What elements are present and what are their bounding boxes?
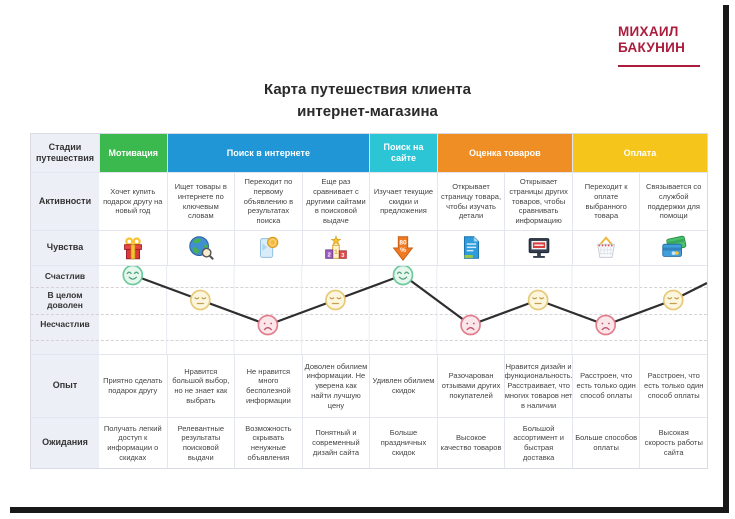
experience-cell: Удивлен обилием скидок	[369, 355, 437, 417]
brand-logo	[618, 24, 704, 67]
feeling-icon-cell	[504, 231, 572, 265]
expectation-cell: Получать легкий доступ к информации о скидках	[103, 423, 162, 462]
feeling-icon-cell	[639, 231, 707, 265]
monitor-sale-icon	[524, 233, 554, 263]
gift-icon	[118, 233, 148, 263]
stage-header-3: Поиск на сайте	[369, 134, 437, 172]
row-label-expectations: Ожидания	[31, 418, 99, 468]
expectation-cell: Высокое качество товаров	[437, 418, 505, 468]
expectation-cell: Больше способов оплаты	[572, 418, 640, 468]
stage-header-4: Оценка товаров	[437, 134, 572, 172]
svg-text:%: %	[400, 246, 407, 254]
row-label-happy: Счастлив	[44, 271, 86, 281]
expectation-cell: Понятный и современный дизайн сайта	[302, 418, 370, 468]
frame-shadow-bottom	[10, 507, 729, 513]
expectation-cell: Большой ассортимент и быстрая доставка	[504, 418, 572, 468]
svg-text:3: 3	[341, 252, 345, 259]
activity-cell: Ищет товары в интернете по ключевым словам	[167, 173, 235, 230]
activity-cell: Открывает страницы других товаров, чтобы сравнивать информацию	[504, 173, 572, 230]
brand-underline	[618, 65, 700, 67]
activity-cell: Открывает страницу товара, чтобы изучать детали	[437, 173, 505, 230]
emotion-band	[31, 265, 707, 354]
row-label-unhappy: Несчастлив	[40, 319, 90, 329]
row-label-experience: Опыт	[31, 355, 99, 417]
experience-cell: Доволен обилием информации. Не уверена как найти лучшую цену	[302, 355, 370, 417]
basket-icon	[591, 233, 621, 263]
feeling-icon-cell	[99, 231, 167, 265]
activity-cell: Хочет купить подарок другу на новый год	[103, 186, 163, 216]
activity-cell: Изучает текущие скидки и предложения	[369, 173, 437, 230]
activity-cell: Еще раз сравнивает с другими сайтами в поисковой выдаче	[302, 173, 370, 230]
stage-header-1: Мотивация	[99, 134, 167, 172]
experience-cell: Не нравится много бесполезной информации	[234, 355, 302, 417]
page-title-line1: Карта путешествия клиента	[263, 81, 471, 98]
row-label-stages: Стадии путешествия	[31, 134, 99, 172]
experience-cell: Разочарован отзывами других покупателей	[437, 355, 505, 417]
expectation-cell: Возможность скрывать ненужные объявления	[234, 418, 302, 468]
activity-cell: Связывается со службой поддержки для помощи	[639, 173, 707, 230]
page-title	[0, 79, 735, 123]
expectations-row	[31, 417, 707, 468]
experience-row	[31, 354, 707, 417]
phone-ad-icon	[253, 233, 283, 263]
globe-search-icon	[186, 233, 216, 263]
feeling-icon-cell	[572, 231, 640, 265]
podium-star-icon	[321, 233, 351, 263]
activity-cell: Переходит по первому объявлению в результатах поиска	[234, 173, 302, 230]
expectation-cell: Релевантные результаты поисковой выдачи	[167, 418, 235, 468]
stage-header-2: Поиск в интернете	[167, 134, 370, 172]
feelings-row	[31, 230, 707, 265]
row-label-feelings: Чувства	[31, 231, 99, 265]
discount-arrow-icon	[388, 233, 418, 263]
feeling-icon-cell	[302, 231, 370, 265]
experience-cell: Нравится большой выбор, но не знает как выбрать	[167, 355, 235, 417]
activities-row	[31, 172, 707, 230]
feeling-icon-cell	[167, 231, 235, 265]
experience-cell: Приятно сделать подарок другу	[103, 376, 163, 395]
emotion-line-svg	[99, 266, 707, 354]
svg-text:2: 2	[327, 252, 331, 259]
stage-header-cells	[31, 134, 707, 172]
feeling-icon-cell	[369, 231, 437, 265]
brand-line2: БАКУНИН	[618, 40, 686, 56]
activity-cell: Переходит к оплате выбранного товара	[572, 173, 640, 230]
row-label-neutral: В целом доволен	[47, 290, 83, 311]
experience-cell: Расстроен, что есть только один способ оплаты	[572, 355, 640, 417]
experience-cell: Нравится дизайн и функциональность. Расстраивает, что многих товаров нет в наличии	[504, 355, 572, 417]
credit-cards-icon	[659, 233, 689, 263]
expectation-cell: Высокая скорость работы сайта	[639, 418, 707, 468]
emotion-line-chart	[99, 266, 707, 354]
document-icon	[456, 233, 486, 263]
stage-header-5: Оплата	[572, 134, 707, 172]
svg-text:1: 1	[334, 249, 338, 257]
experience-cell: Расстроен, что есть только один способ оплаты	[639, 355, 707, 417]
row-label-activities: Активности	[31, 173, 99, 230]
expectation-cell: Больше праздничных скидок	[369, 418, 437, 468]
journey-map	[30, 133, 708, 469]
feeling-icon-cell	[437, 231, 505, 265]
feeling-icon-cell	[234, 231, 302, 265]
page-title-line2: интернет-магазина	[297, 102, 438, 120]
svg-text:80: 80	[399, 239, 408, 247]
brand-line1: МИХАИЛ	[618, 24, 679, 39]
